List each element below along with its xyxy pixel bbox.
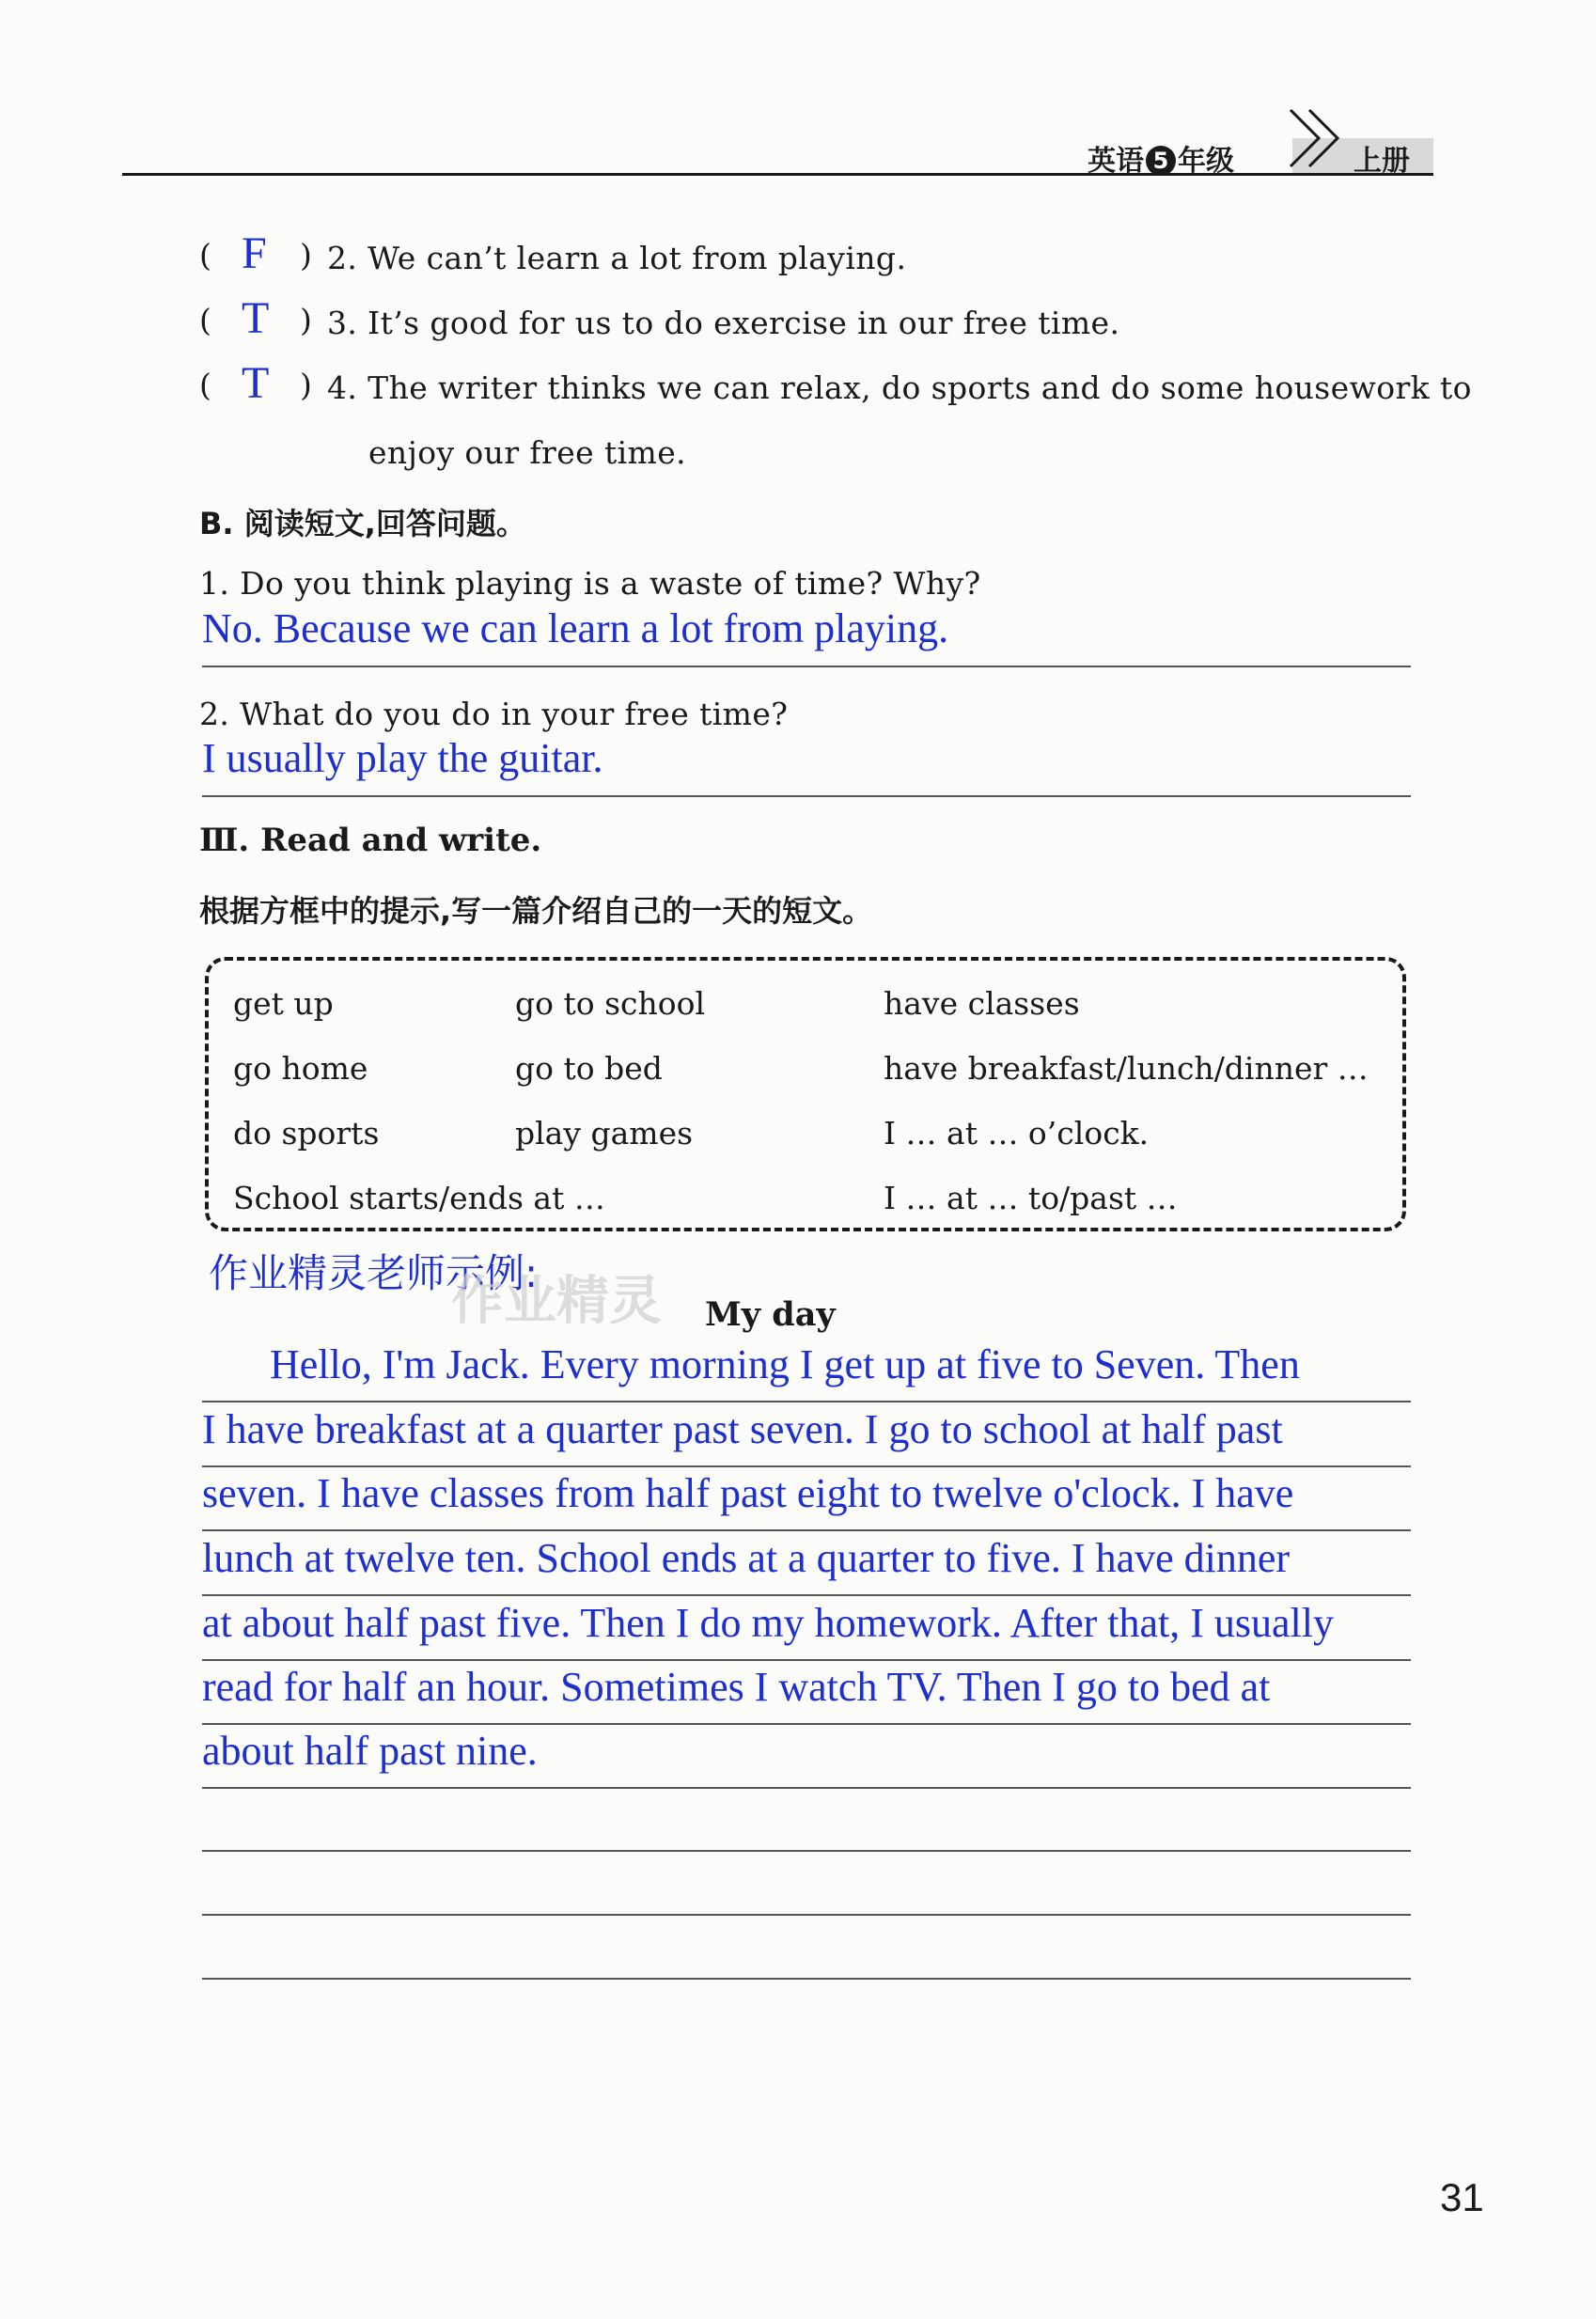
hint-item: have breakfast/lunch/dinner … — [884, 1050, 1369, 1087]
question-2: 2. What do you do in your free time? — [199, 696, 789, 732]
tf-statement: 4. The writer thinks we can relax, do sports and do some housework to — [327, 369, 1472, 406]
hint-item: have classes — [884, 985, 1080, 1022]
page-number: 31 — [1440, 2175, 1484, 2219]
essay-line: I have breakfast at a quarter past seven. I go to school at half past — [202, 1406, 1283, 1452]
writing-line — [202, 1914, 1411, 1916]
paren-close: ) — [300, 237, 312, 274]
section-3-heading: Ⅲ. Read and write. — [199, 822, 542, 859]
hint-item: go to school — [515, 985, 706, 1022]
paren-open: ( — [199, 302, 211, 338]
tf-answer: T — [242, 293, 270, 343]
writing-line — [202, 1659, 1411, 1661]
essay-line: at about half past five. Then I do my homework. After that, I usually — [202, 1600, 1335, 1646]
answer-line — [202, 666, 1411, 667]
subject-label: 英语 — [1087, 145, 1144, 178]
writing-line — [202, 1723, 1411, 1725]
chevron-right-icon — [1286, 105, 1352, 171]
watermark: 作业精灵 — [451, 1271, 662, 1332]
essay-title: My day — [705, 1295, 836, 1334]
writing-line — [202, 1594, 1411, 1596]
writing-line — [202, 1978, 1411, 1980]
question-1: 1. Do you think playing is a waste of time? Why? — [199, 565, 981, 602]
paren-open: ( — [199, 237, 211, 274]
tf-statement: 2. We can’t learn a lot from playing. — [327, 240, 907, 276]
answer-2: I usually play the guitar. — [202, 735, 603, 781]
hint-item: get up — [233, 985, 334, 1022]
writing-line — [202, 1850, 1411, 1852]
essay-line: lunch at twelve ten. School ends at a quarter to five. I have dinner — [202, 1535, 1291, 1581]
tf-answer: F — [242, 228, 267, 278]
hint-item: do sports — [233, 1115, 380, 1152]
grade-suffix: 年级 — [1178, 145, 1234, 178]
hint-item: go home — [233, 1050, 368, 1087]
grade-number-circle: 5 — [1146, 146, 1176, 176]
essay-line: read for half an hour. Sometimes I watch TV. Then I go to bed at — [202, 1664, 1271, 1710]
writing-line — [202, 1529, 1411, 1531]
header-volume: 上册 — [1353, 145, 1410, 178]
writing-line — [202, 1465, 1411, 1467]
hint-item: play games — [515, 1115, 694, 1152]
tf-answer: T — [242, 358, 270, 408]
hint-item: School starts/ends at … — [233, 1180, 605, 1216]
teacher-example-label: 作业精灵老师示例: — [209, 1250, 539, 1296]
essay-line: seven. I have classes from half past eight to twelve o'clock. I have — [202, 1470, 1294, 1516]
tf-statement-continuation: enjoy our free time. — [368, 434, 687, 471]
writing-line — [202, 1401, 1411, 1402]
header-subject — [1087, 137, 1234, 179]
essay-line: Hello, I'm Jack. Every morning I get up at five to Seven. Then — [270, 1341, 1300, 1387]
paren-close: ) — [300, 302, 312, 338]
answer-1: No. Because we can learn a lot from playing. — [202, 605, 949, 651]
header-rule — [122, 173, 1433, 176]
paren-open: ( — [199, 367, 211, 403]
section-3-instruction: 根据方框中的提示,写一篇介绍自己的一天的短文。 — [199, 893, 873, 929]
essay-line: about half past nine. — [202, 1728, 538, 1774]
hint-item: I … at … to/past … — [884, 1180, 1178, 1216]
hint-item: I … at … o’clock. — [884, 1115, 1150, 1152]
section-b-heading: B. 阅读短文,回答问题。 — [199, 506, 526, 541]
paren-close: ) — [300, 367, 312, 403]
hint-item: go to bed — [515, 1050, 663, 1087]
answer-line — [202, 795, 1411, 797]
writing-line — [202, 1787, 1411, 1789]
tf-statement: 3. It’s good for us to do exercise in our free time. — [327, 305, 1120, 341]
